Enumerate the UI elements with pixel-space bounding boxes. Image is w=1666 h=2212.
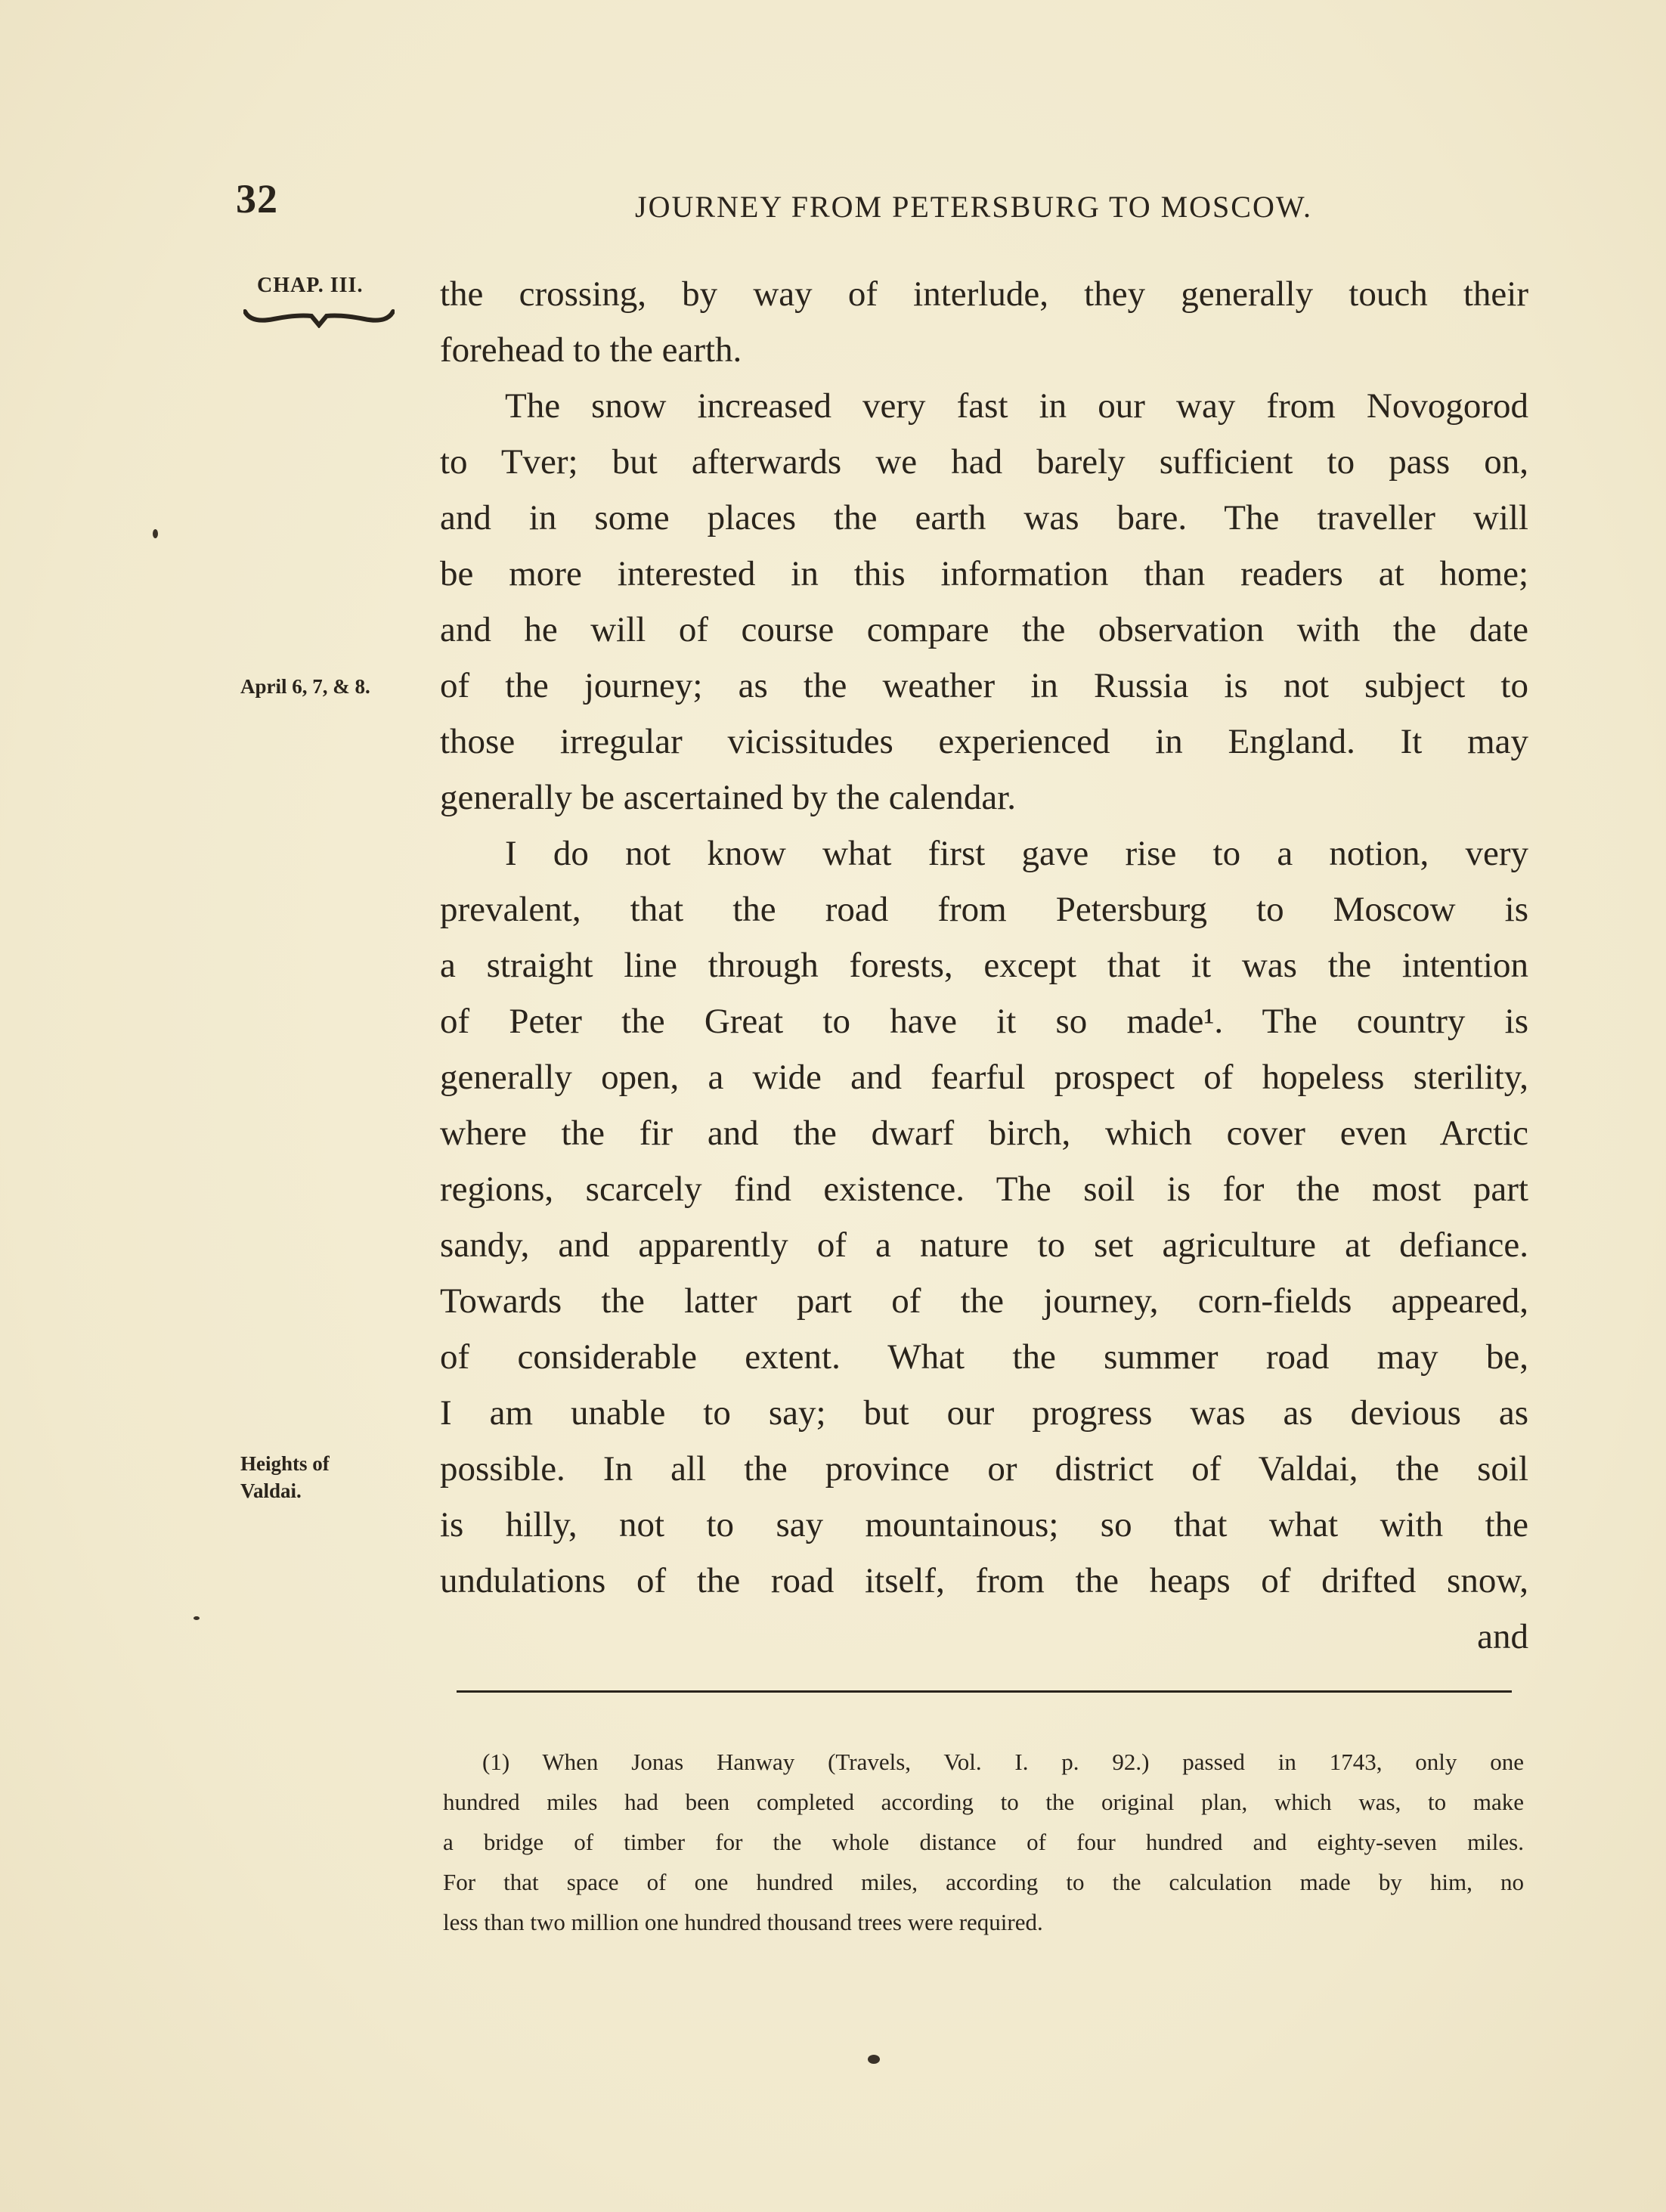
- body-line: of Peter the Great to have it so made¹. The country is: [440, 1002, 1528, 1041]
- paper-speck: [868, 2055, 880, 2064]
- paper-speck: [194, 1616, 200, 1620]
- body-line: possible. In all the province or district of Valdai, the soil: [440, 1449, 1528, 1489]
- body-line: of the journey; as the weather in Russia is not subject to: [440, 666, 1528, 705]
- margin-note-heights-line-1: Heights of: [240, 1452, 330, 1475]
- body-line: Towards the latter part of the journey, corn-fields appeared,: [440, 1281, 1528, 1321]
- chapter-label: CHAP. III.: [257, 274, 364, 297]
- body-line: and he will of course compare the observation with the date: [440, 610, 1528, 649]
- footnote-line: hundred miles had been completed according to the original plan, which was, to make: [443, 1789, 1524, 1815]
- body-line: and in some places the earth was bare. The traveller will: [440, 498, 1528, 538]
- body-line: sandy, and apparently of a nature to set agriculture at defiance.: [440, 1225, 1528, 1265]
- catchword: and: [1477, 1617, 1528, 1656]
- margin-note-heights: [240, 1450, 330, 1504]
- page-number: 32: [236, 176, 278, 222]
- footnote-line: less than two million one hundred thousand trees were required.: [443, 1909, 1043, 1935]
- body-line: of considerable extent. What the summer road may be,: [440, 1337, 1528, 1377]
- body-text: [440, 266, 1528, 1665]
- footnote-line: For that space of one hundred miles, according to the calculation made by him, no: [443, 1869, 1524, 1895]
- body-line: is hilly, not to say mountainous; so that what with the: [440, 1505, 1528, 1544]
- body-line: prevalent, that the road from Petersburg to Moscow is: [440, 890, 1528, 929]
- body-line: to Tver; but afterwards we had barely sufficient to pass on,: [440, 442, 1528, 482]
- footnote: [443, 1742, 1524, 1942]
- margin-note-heights-line-2: Valdai.: [240, 1479, 302, 1502]
- body-line: regions, scarcely find existence. The soil is for the most part: [440, 1170, 1528, 1209]
- running-head: JOURNEY FROM PETERSBURG TO MOSCOW.: [635, 190, 1312, 224]
- body-line: those irregular vicissitudes experienced in England. It may: [440, 722, 1528, 761]
- footnote-line: a bridge of timber for the whole distance of four hundred and eighty-seven miles.: [443, 1829, 1524, 1855]
- body-line: I am unable to say; but our progress was as devious as: [440, 1393, 1528, 1433]
- paper-speck: [153, 529, 158, 538]
- body-line: where the fir and the dwarf birch, which cover even Arctic: [440, 1114, 1528, 1153]
- body-line: The snow increased very fast in our way from Novogorod: [505, 386, 1528, 426]
- body-line: undulations of the road itself, from the heaps of drifted snow,: [440, 1561, 1528, 1600]
- body-line: the crossing, by way of interlude, they generally touch their: [440, 274, 1528, 314]
- body-line: generally be ascertained by the calendar.: [440, 778, 1017, 817]
- body-line: I do not know what first gave rise to a notion, very: [505, 834, 1528, 873]
- body-line: be more interested in this information than readers at home;: [440, 554, 1528, 593]
- body-line: generally open, a wide and fearful prospect of hopeless sterility,: [440, 1058, 1528, 1097]
- body-line: a straight line through forests, except that it was the intention: [440, 946, 1528, 985]
- chapter-brace-ornament: [243, 305, 395, 328]
- footnote-line: (1) When Jonas Hanway (Travels, Vol. I. p. 92.) passed in 1743, only one: [482, 1749, 1524, 1775]
- footnote-rule: [457, 1690, 1512, 1693]
- margin-note-date: April 6, 7, & 8.: [240, 675, 370, 698]
- body-line: forehead to the earth.: [440, 330, 742, 370]
